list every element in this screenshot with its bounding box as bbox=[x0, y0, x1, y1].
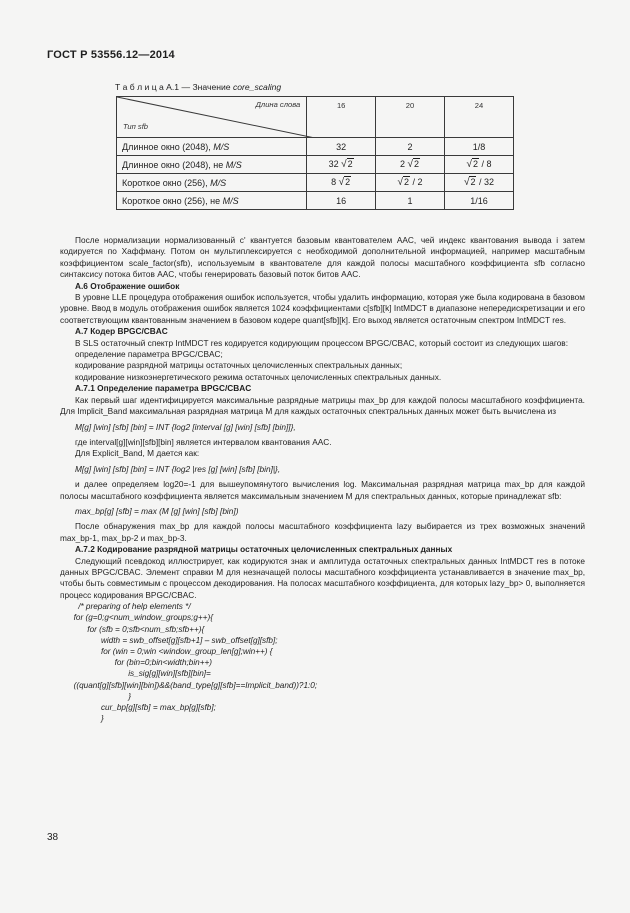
list-item: кодирование разрядной матрицы остаточных целочисленных спектральных данных; bbox=[75, 360, 403, 371]
table-row bbox=[117, 156, 514, 174]
table-cell bbox=[307, 138, 376, 156]
table-cell bbox=[307, 156, 376, 174]
radicand: 2 bbox=[403, 177, 409, 187]
document-header: ГОСТ Р 53556.12—2014 bbox=[47, 49, 175, 61]
cell-value: 32 bbox=[328, 159, 342, 169]
table-header-row bbox=[117, 97, 514, 138]
paragraph-lazy-selection: После обнаружения max_bp для каждой полосы масштабного коэффициента lazy выбирается из трех возможных значений max_bp-1, max_bp-2 и max_bp-3. bbox=[60, 521, 585, 543]
radicand: 2 bbox=[472, 159, 478, 169]
row-label bbox=[117, 192, 307, 210]
table-row bbox=[117, 192, 514, 210]
sqrt-symbol bbox=[407, 159, 420, 170]
table-cell bbox=[376, 174, 445, 192]
diagonal-header-word-length: Длина слова bbox=[255, 100, 301, 109]
row-label-mode: M/S bbox=[222, 195, 239, 206]
row-label bbox=[117, 174, 307, 192]
column-header-label: 20 bbox=[405, 101, 415, 110]
table-caption-prefix: Т а б л и ц а А.1 — Значение bbox=[115, 82, 233, 92]
sqrt-symbol bbox=[339, 177, 352, 188]
row-label bbox=[117, 156, 307, 174]
table-cell bbox=[376, 156, 445, 174]
formula-max-bp: max_bp[g] [sfb] = max (M [g] [win] [sfb] [bin]) bbox=[75, 505, 239, 516]
table-cell bbox=[307, 174, 376, 192]
paragraph-error-mapping: В уровне LLE процедура отображения ошибок используется, чтобы удалить информацию, которая уже была кодирована в базовом уровне. Ввод в модуль отображения ошибок является 1024 коэффициентами c[sfb][k] IntMDCT в диапазоне непередискретизации и его соответствующим квантованным значением в базовом кодере quant[sfb][k]. Его выход является остаточным спектром IntMDCT res. bbox=[60, 292, 585, 325]
cell-value: 16 bbox=[336, 195, 347, 206]
column-header bbox=[376, 97, 445, 138]
code-line: for (sfb = 0;sfb<num_sfb;sfb++){ bbox=[60, 624, 205, 634]
section-heading-a7: А.7 Кодер BPGC/CBAC bbox=[75, 326, 168, 337]
column-header-label: 24 bbox=[474, 101, 484, 110]
table-cell bbox=[444, 138, 513, 156]
row-label-mode: M/S bbox=[225, 159, 242, 170]
pseudocode-block bbox=[60, 601, 585, 724]
row-label-mode: M/S bbox=[213, 141, 230, 152]
cell-value: 1 bbox=[407, 195, 413, 206]
paragraph-pseudocode-intro: Следующий псевдокод иллюстрирует, как кодируются знак и амплитуда остаточных спектральных данных IntMDCT res в потоке данных BPGC/CBAC. Элемент справки M для незначащей полосы масштабного коэффициента устанавливается в значение max_bp, чтобы быть совместимым с процессом декодирования. На полосах масштабного коэффициента, для которых lazy_bp> 0, выполняется процесс кодирования BPGC/CBAC. bbox=[60, 555, 585, 600]
radicand: 2 bbox=[347, 159, 353, 169]
cell-value: 2 bbox=[399, 159, 408, 169]
radicand: 2 bbox=[413, 159, 419, 169]
code-line: is_sig[g][win][sfb][bin]= bbox=[60, 669, 211, 679]
diagonal-header-sfb-type: Тип sfb bbox=[123, 122, 149, 131]
table-body bbox=[117, 138, 514, 210]
code-line: cur_bp[g][sfb] = max_bp[g][sfb]; bbox=[60, 703, 216, 713]
radicand: 2 bbox=[470, 177, 476, 187]
section-heading-a72: А.7.2 Кодирование разрядной матрицы остаточных целочисленных спектральных данных bbox=[75, 544, 453, 555]
code-line: /* preparing of help elements */ bbox=[60, 602, 191, 612]
radical-sign: √ bbox=[463, 177, 470, 188]
paragraph-bpgc-intro: В SLS остаточный спектр IntMDCT res кодируется кодирующим процессом BPGC/CBAC, который состоит из следующих шагов: bbox=[75, 337, 569, 348]
paragraph-normalization: После нормализации нормализованный c' квантуется базовым квантователем AAC, чей индекс квантования вывода i затем кодируется по Хаффману. Потом он мультиплексируется с необходимой дополнительной информацией, например масштабным коэффициентом scale_factor(sfb), используемым в квантователе для каждой полосы масштабного коэффициента sfb согласно синтаксису потока битов AAC, чтобы генерировать базовый поток битов AAC. bbox=[60, 235, 585, 280]
section-heading-a71: А.7.1 Определение параметра BPGC/CBAC bbox=[75, 383, 252, 394]
radical-sign: √ bbox=[338, 177, 345, 188]
row-label-mode: M/S bbox=[210, 177, 227, 188]
row-label-text: Длинное окно (2048), bbox=[122, 141, 214, 152]
diagonal-header-cell bbox=[117, 97, 307, 138]
table-caption-term: core_scaling bbox=[232, 82, 282, 92]
radical-sign: √ bbox=[341, 159, 347, 170]
page-number: 38 bbox=[47, 832, 59, 843]
paragraph-interval-definition: где interval[g][win][sfb][bin] является интервалом квантования AAC. bbox=[75, 436, 332, 447]
paragraph-max-bp: Как первый шаг идентифицируется максимальные разрядные матрицы max_bp для каждой полосы масштабного коэффициента. Для Implicit_Band максимальная разрядная матрица M для каждых остаточных спектральных данных может быть вычислена из bbox=[60, 394, 585, 417]
row-label-text: Короткое окно (256), bbox=[122, 177, 211, 188]
table-cell bbox=[444, 174, 513, 192]
table-cell bbox=[444, 192, 513, 210]
cell-value: 1/16 bbox=[470, 195, 488, 206]
paragraph-explicit-band: Для Explicit_Band, M дается как: bbox=[75, 448, 200, 459]
table-caption bbox=[115, 82, 281, 92]
row-label bbox=[117, 138, 307, 156]
cell-suffix: / 2 bbox=[409, 177, 423, 187]
row-label-text: Длинное окно (2048), не bbox=[122, 159, 226, 170]
table-cell bbox=[376, 192, 445, 210]
list-item: кодирование низкоэнергетического режима остаточных целочисленных спектральных данных. bbox=[75, 371, 442, 382]
cell-value: 32 bbox=[336, 141, 347, 152]
radicand: 2 bbox=[345, 177, 351, 187]
column-header bbox=[307, 97, 376, 138]
cell-value: 8 bbox=[331, 177, 339, 187]
formula-explicit-band: M[g] [win] [sfb] [bin] = INT {log2 |res [g] [win] [sfb] [bin]|}, bbox=[75, 463, 281, 474]
core-scaling-table bbox=[116, 96, 514, 210]
code-line: ((quant[g][sfb][win][bin])&&(band_type[g][sfb]==Implicit_band))?1:0; bbox=[60, 680, 318, 690]
table-row bbox=[117, 138, 514, 156]
code-line: for (bin=0;bin<width;bin++) bbox=[60, 658, 212, 668]
table-cell bbox=[376, 138, 445, 156]
sqrt-symbol bbox=[341, 159, 354, 170]
radical-sign: √ bbox=[397, 177, 403, 188]
cell-value: 2 bbox=[407, 141, 413, 152]
list-item: определение параметра BPGC/CBAC; bbox=[75, 349, 223, 360]
sqrt-symbol bbox=[466, 159, 479, 170]
radical-sign: √ bbox=[407, 159, 413, 170]
section-heading-a6: А.6 Отображение ошибок bbox=[75, 280, 180, 291]
cell-suffix: / 32 bbox=[476, 177, 494, 187]
cell-suffix: / 8 bbox=[478, 159, 492, 169]
code-line: for (win = 0;win <window_group_len[g];win++) { bbox=[60, 647, 273, 656]
document-body bbox=[60, 235, 585, 724]
table-cell bbox=[444, 156, 513, 174]
column-header bbox=[444, 97, 513, 138]
cell-value: 1/8 bbox=[472, 141, 486, 152]
table-row bbox=[117, 174, 514, 192]
row-label-text: Короткое окно (256), не bbox=[122, 195, 223, 206]
column-header-label: 16 bbox=[336, 101, 346, 110]
sqrt-symbol bbox=[397, 177, 410, 188]
radical-sign: √ bbox=[466, 159, 472, 170]
paragraph-log-definition: и далее определяем log20=-1 для вышеупомянутого вычисления log. Максимальная разрядная матрица max_bp для каждой полосы масштабного коэффициента является максимальным значением M для спектральных данных, которые принадлежат sfb: bbox=[60, 479, 585, 501]
code-line: for (g=0;g<num_window_groups;g++){ bbox=[60, 613, 213, 623]
table-cell bbox=[307, 192, 376, 210]
code-line: } bbox=[60, 714, 104, 724]
formula-implicit-band: M[g] [win] [sfb] [bin] = INT {log2 [interval [g] [win] [sfb] [bin]]}, bbox=[75, 421, 296, 432]
code-line: width = swb_offset[g][sfb+1] – swb_offset[g][sfb]; bbox=[60, 635, 278, 645]
sqrt-symbol bbox=[464, 177, 477, 188]
code-line: } bbox=[60, 691, 131, 701]
